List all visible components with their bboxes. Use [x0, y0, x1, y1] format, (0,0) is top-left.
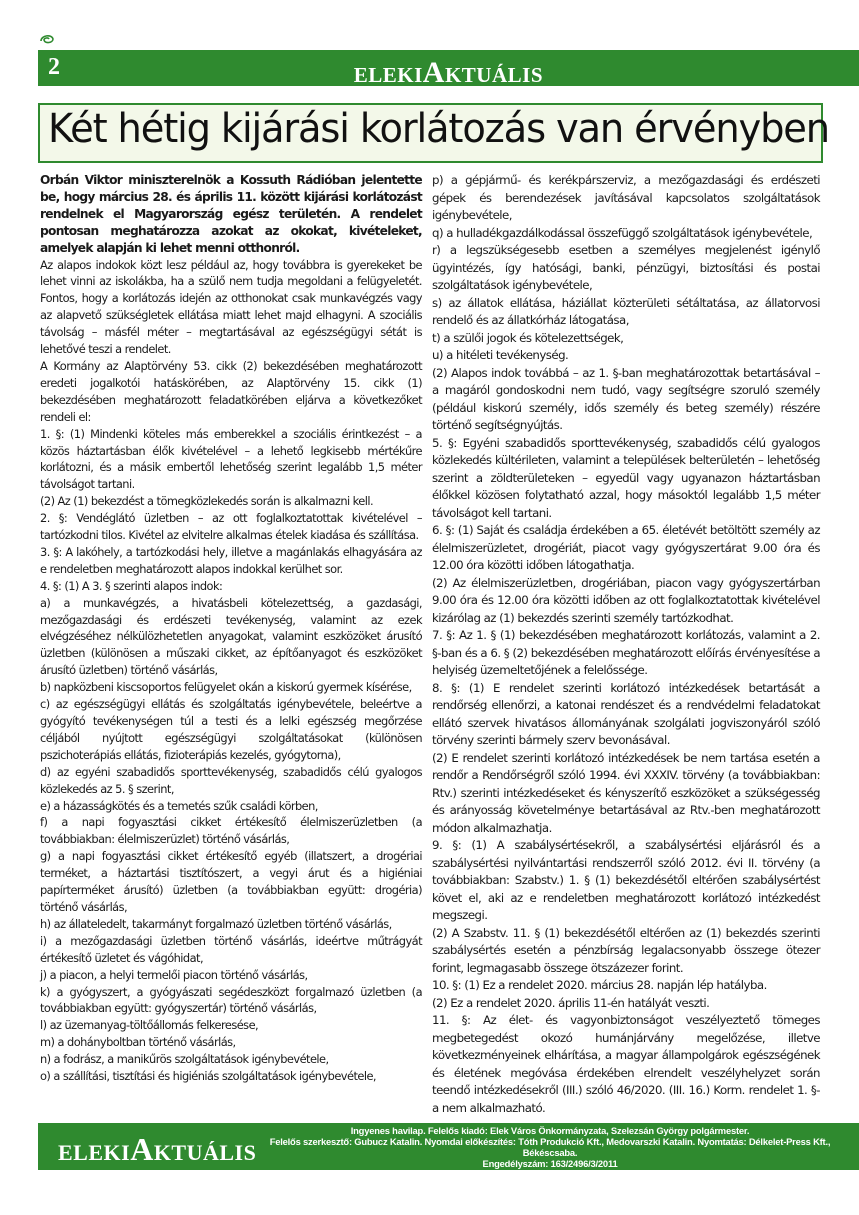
article-paragraph: 2. §: Vendéglátó üzletben – az ott foglalkoztatottak kivételével – tartózkodni tilos. Kivétel az elvitelre alkalmas ételek kiadása és szállítása.	[40, 511, 422, 543]
imprint-line: Engedélyszám: 163/2496/3/2011	[482, 1158, 618, 1169]
article-paragraph: f) a napi fogyasztási cikket értékesítő élelmiszerüzletben (a továbbiakban: élelmiszerüzlet) történő vásárlás,	[40, 815, 422, 847]
page-number: 2	[48, 54, 60, 80]
article-paragraph: e) a házasságkötés és a temetés szűk családi körben,	[40, 798, 318, 813]
article-paragraph: d) az egyéni szabadidős sporttevékenység, szabadidős célú gyalogos közlekedés az 5. § szerint,	[40, 764, 422, 796]
article-paragraph: c) az egészségügyi ellátás és szolgáltatás igénybevétele, beleértve a gyógyító tevékenységen túl a testi és a lelki egészség megőrzése céljából nyújtott egészségügyi szolgáltatásokat (különösen pszichoterápiás ellátás, fizioterápiás kezelés, gyógytorna),	[40, 697, 422, 762]
article-paragraph: a) a munkavégzés, a hivatásbeli kötelezettség, a gazdasági, mezőgazdasági és erdészeti tevékenység, valamint az ezek elvégzéséhez nélkülözhetetlen anyagokat, valamint eszközöket árusító üzletben (különösen a műszaki cikket, az építőanyagot és eszközöket árusító üzletben) történő vásárlás,	[40, 595, 422, 678]
article-paragraph: Az alapos indokok közt lesz például az, hogy továbbra is gyerekeket be lehet vinni az iskolákba, ha a szülő nem tudja megoldani a felügyeletét. Fontos, hogy a korlátozás idején az otthonokat csak munkavégzés vagy az alapvető szükségletek ellátása miatt lehet majd elhagyni. A szociális távolság – másfél méter – megtartásával az egészségügyi sétát is lehetővé teszi a rendelet.	[40, 257, 422, 357]
article-paragraph: u) a hitéleti tevékenység.	[432, 348, 569, 362]
article-paragraph: A Kormány az Alaptörvény 53. cikk (2) bekezdésében meghatározott eredeti jogalkotói hatáskörében, az Alaptörvény 15. cikk (1) bekezdésében meghatározott feladatkörében eljárva a következőket rendeli el:	[40, 358, 422, 424]
article-paragraph: g) a napi fogyasztási cikket értékesítő egyéb (illatszert, a drogériai terméket, a háztartási tisztítószert, a vegyi árut és a higiéniai papírterméket árusító) üzletben (a továbbiakban együtt: drogéria) történő vásárlás,	[40, 849, 422, 914]
brand-initial: A	[422, 56, 445, 89]
imprint-line: Ingyenes havilap. Felelős kiadó: Elek Város Önkormányzata, Szelezsán György polgármester.	[350, 1125, 750, 1136]
article-paragraph: i) a mezőgazdasági üzletben történő vásárlás, ideértve műtrágyát értékesítő üzletet és vágóhidat,	[40, 933, 422, 965]
article-paragraph: 7. §: Az 1. § (1) bekezdésében meghatározott korlátozás, valamint a 2. §-ban és a 6. § (2) bekezdésében meghatározott előírás érvényesítése a helyiség üzemeltetőjének a felelőssége.	[432, 628, 820, 677]
article-paragraph: (2) Az élelmiszerüzletben, drogériában, piacon vagy gyógyszertárban 9.00 óra és 12.00 óra közötti időben az ott foglalkoztatottak kivételével kizárólag az (1) bekezdés szerinti személy tartózkodhat.	[432, 575, 820, 625]
article-paragraph: (2) E rendelet szerinti korlátozó intézkedések be nem tartása esetén a rendőr a Rendőrségről szóló 1994. évi XXXIV. törvény (a továbbiakban: Rtv.) szerinti intézkedéseket és kényszerítő eszközöket a szükségesség és arányosság követelménye betartásával az Rtv.-ben meghatározott módon alkalmazhatja.	[432, 750, 820, 835]
article-lead: Orbán Viktor miniszterelnök a Kossuth Rádióban jelentette be, hogy március 28. és április 11. között kijárási korlátozást rendelnek el Magyarország egész területén. A rendelet pontosan meghatározza azokat az okokat, kivételeket, amelyek alapján ki lehet menni otthonról.	[40, 173, 422, 255]
footer-brand-prefix: ELEKI	[58, 1140, 131, 1165]
article-paragraph: q) a hulladékgazdálkodással összefüggő szolgáltatások igénybevétele,	[432, 225, 813, 240]
article-paragraph: 6. §: (1) Saját és családja érdekében a 65. életévét betöltött személy az élelmiszerüzletet, drogériát, piacot vagy gyógyszertárat 9.00 óra és 12.00 óra közötti időben látogathatja.	[432, 523, 820, 572]
article-paragraph: s) az állatok ellátása, háziállat közterületi sétáltatása, az állatorvosi rendelő és az állatkórház látogatása,	[432, 295, 820, 327]
article-paragraph: l) az üzemanyag-töltőállomás felkeresése,	[40, 1018, 259, 1033]
article-paragraph: (2) Ez a rendelet 2020. április 11-én hatályát veszti.	[432, 995, 710, 1010]
article-paragraph: o) a szállítási, tisztítási és higiéniás szolgáltatások igénybevétele,	[40, 1069, 376, 1084]
article-paragraph: b) napközbeni kiscsoportos felügyelet okán a kiskorú gyermek kísérése,	[40, 680, 412, 695]
left-column	[40, 172, 422, 1085]
footer-brand	[58, 1131, 256, 1168]
article-paragraph: (2) Alapos indok továbbá – az 1. §-ban meghatározottak betartásával – a magáról gondoskodni nem tudó, vagy segítségre szoruló személy (például kiskorú személy, idős személy és beteg személy) részére történő segítségnyújtás.	[432, 365, 820, 432]
article-paragraph: j) a piacon, a helyi termelői piacon történő vásárlás,	[40, 967, 308, 982]
article-paragraph: (2) A Szabstv. 11. § (1) bekezdésétől eltérően az (1) bekezdés szerinti szabálysértés esetén a pénzbírság legalacsonyabb összege ötezer forint, legmagasabb összege ötszázezer forint.	[432, 925, 820, 975]
article-paragraph: k) a gyógyszert, a gyógyászati segédeszközt forgalmazó üzletben (a továbbiakban együtt: gyógyszertár) történő vásárlás,	[40, 984, 422, 1016]
article-headline: Két hétig kijárási korlátozás van érvényben	[48, 106, 829, 152]
imprint	[250, 1125, 850, 1169]
article-paragraph: h) az állateledelt, takarmányt forgalmazó üzletben történő vásárlás,	[40, 916, 392, 931]
article-paragraph: 10. §: (1) Ez a rendelet 2020. március 28. napján lép hatályba.	[432, 978, 767, 992]
article-paragraph: r) a legszükségesebb esetben a személyes megjelenést igénylő ügyintézés, így hatósági, banki, pénzügyi, biztosítási és postai szolgáltatások igénybevétele,	[432, 243, 820, 292]
article-paragraph: 1. §: (1) Mindenki köteles más emberekkel a szociális érintkezést – a közös háztartásban élők kivételével – a lehető legkisebb mértékűre korlátozni, és a másik embertől lehetőség szerint legalább 1,5 méter távolságot tartani.	[40, 426, 422, 492]
footer-brand-initial: A	[130, 1131, 154, 1167]
article-paragraph: p) a gépjármű- és kerékpárszerviz, a mezőgazdasági és erdészeti gépek és berendezések javításával kapcsolatos szolgáltatások igénybevétele,	[432, 173, 820, 222]
article-paragraph: 3. §: A lakóhely, a tartózkodási hely, illetve a magánlakás elhagyására az e rendeletben meghatározott alapos indokkal kerülhet sor.	[40, 544, 422, 576]
article-paragraph: 8. §: (1) E rendelet szerinti korlátozó intézkedések betartását a rendőrség ellenőrzi, a katonai rendészet és a rendvédelmi feladatokat ellátó szervek hivatásos állományának szolgálati jogviszonyáról szóló törvény szerinti bármely szerv bevonásával.	[432, 680, 820, 747]
article-paragraph: 9. §: (1) A szabálysértésekről, a szabálysértési eljárásról és a szabálysértési nyilvántartási rendszerről szóló 2012. évi II. törvény (a továbbiakban: Szabstv.) 1. § (1) bekezdésétől eltérően szabálysértést követ el, aki az e rendeletben meghatározott korlátozó intézkedést megszegi.	[432, 838, 820, 922]
article-paragraph: n) a fodrász, a manikűrös szolgáltatások igénybevétele,	[40, 1052, 329, 1067]
right-column	[432, 172, 820, 1117]
article-paragraph: 4. §: (1) A 3. § szerinti alapos indok:	[40, 578, 223, 593]
article-paragraph: (2) Az (1) bekezdést a tömegközlekedés során is alkalmazni kell.	[40, 494, 374, 509]
article-paragraph: m) a dohányboltban történő vásárlás,	[40, 1035, 236, 1050]
footer-brand-suffix: KTUÁLIS	[153, 1140, 257, 1165]
imprint-line: Felelős szerkesztő: Gubucz Katalin. Nyomdai előkészítés: Tóth Produkció Kft., Medovarszki Katalin. Nyomtatás: Délkelet-Press Kft., Békéscsaba.	[269, 1136, 831, 1158]
article-paragraph: t) a szülői jogok és kötelezettségek,	[432, 330, 624, 345]
swirl-logo-icon	[38, 32, 56, 46]
article-paragraph: 11. §: Az élet- és vagyonbiztonságot veszélyeztető tömeges megbetegedést okozó humánjárvány megelőzése, illetve következményeinek elhárítása, a magyar állampolgárok egészségének és életének megóvása érdekében elrendelt veszélyhelyzet során teendő intézkedésekről (III.) szóló 46/2020. (III. 16.) Korm. rendelet 1. §-a nem alkalmazható.	[432, 1013, 820, 1115]
brand-prefix: ELEKI	[353, 63, 423, 87]
masthead-brand	[354, 56, 543, 90]
brand-suffix: KTUÁLIS	[444, 63, 543, 87]
article-paragraph: 5. §: Egyéni szabadidős sporttevékenység, szabadidős célú gyalogos közlekedés kültérileten, valamint a települések belterületén – lehetőség szerint a zöldterületeken – egyedül vagy ugyanazon háztartásban élőkkel közösen folytatható azzal, hogy másoktól legalább 1,5 méter távolságot kell tartani.	[432, 435, 820, 520]
